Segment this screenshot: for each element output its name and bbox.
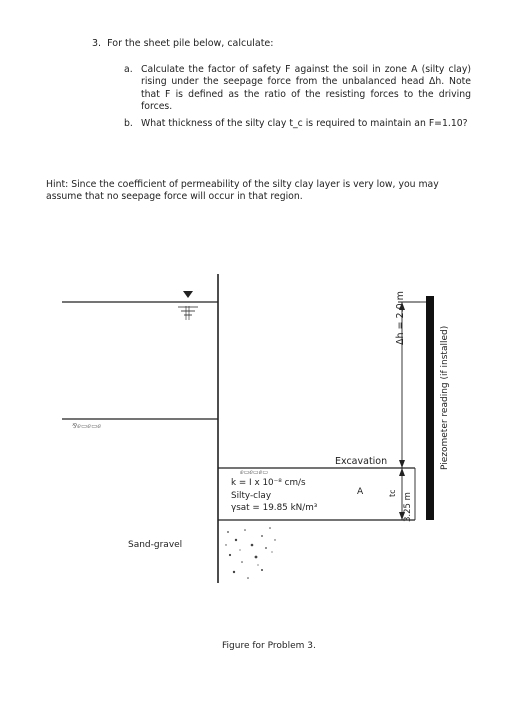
depth-label: 3.25 m bbox=[403, 492, 413, 522]
water-table-icon bbox=[178, 291, 198, 320]
tc-label: tc bbox=[388, 489, 397, 497]
question-number: 3. bbox=[92, 38, 102, 49]
item-b-label: b. bbox=[124, 118, 133, 129]
sand-gravel-dots bbox=[225, 527, 275, 579]
question-intro-text: For the sheet pile below, calculate: bbox=[107, 38, 274, 49]
piezometer-tube bbox=[426, 296, 434, 520]
item-a-text: Calculate the factor of safety F against the soil in zone A (silty clay) rising under the seepage force from the unbalanced head Δh. Note that F is defined as the ratio of the resisting forces to the driving forces. bbox=[141, 64, 471, 113]
hint-text: Hint: Since the coefficient of permeability of the silty clay layer is very low, you may assume that no seepage force will occur in that region. bbox=[46, 179, 439, 203]
item-b-text: What thickness of the silty clay t_c is required to maintain an F=1.10? bbox=[141, 118, 468, 129]
excavation-label: Excavation bbox=[335, 456, 388, 467]
sand-gravel-label: Sand-gravel bbox=[128, 540, 183, 550]
item-a-label: a. bbox=[124, 64, 133, 75]
dh-label: Δh = 2.0 m bbox=[395, 291, 406, 345]
figure-caption: Figure for Problem 3. bbox=[222, 641, 316, 651]
zone-a-label: A bbox=[357, 487, 364, 497]
ground-hatch-right: ⅇ▭ⅇ▭ⅇ▭ bbox=[240, 469, 269, 476]
permeability-label: k = I x 10⁻⁸ cm/s bbox=[231, 478, 306, 488]
soil-type-label: Silty-clay bbox=[231, 491, 272, 501]
piezometer-label: Piezometer reading (if installed) bbox=[440, 325, 450, 470]
ground-hatch-left: ⅋ⅇ▭ⅇ▭ⅇ bbox=[72, 422, 102, 430]
unit-weight-label: γsat = 19.85 kN/m³ bbox=[231, 503, 318, 513]
